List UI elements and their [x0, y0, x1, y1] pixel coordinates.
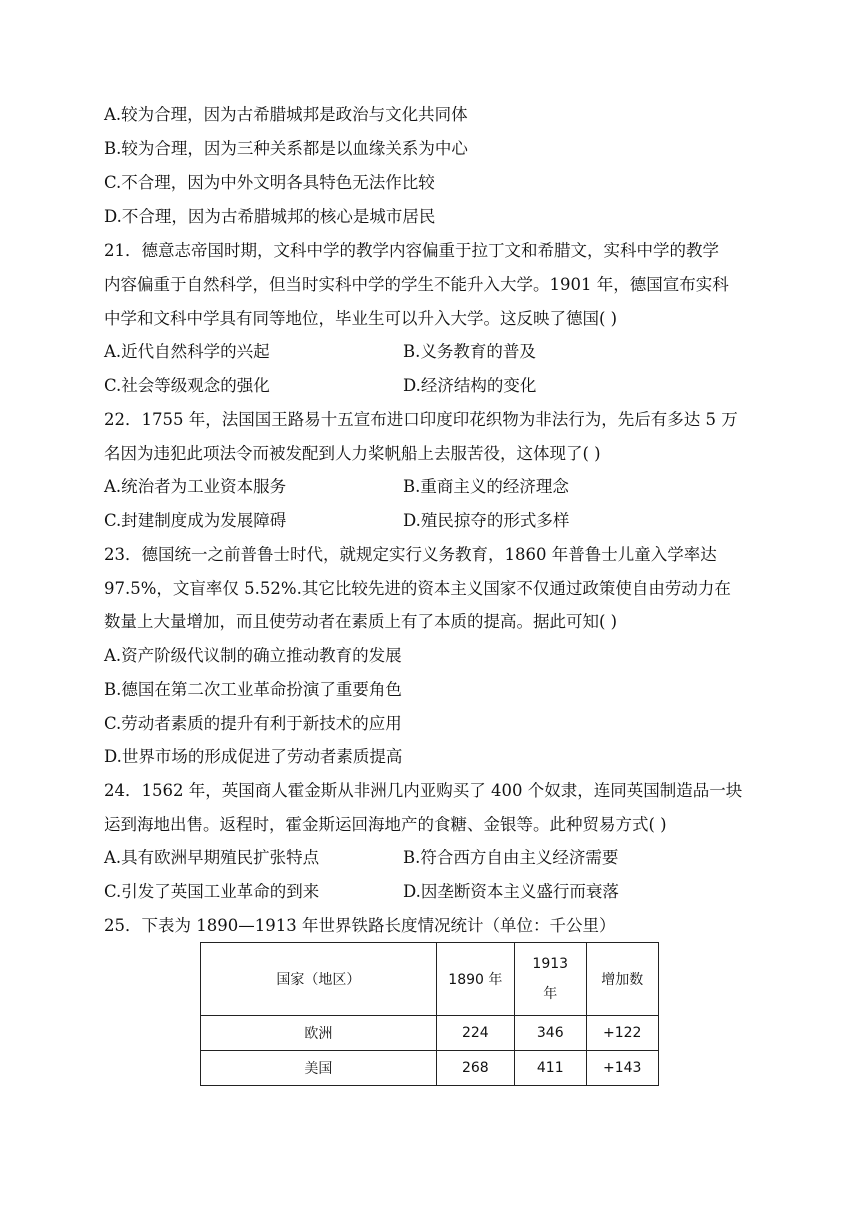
q22-option-b: B.重商主义的经济理念	[403, 477, 569, 496]
cell-region: 美国	[201, 1051, 437, 1086]
cell-1890: 268	[436, 1051, 514, 1086]
table-row	[201, 1016, 659, 1051]
q23-option-d: D.世界市场的形成促进了劳动者素质提高	[104, 747, 403, 766]
table-row	[201, 1051, 659, 1086]
q23-option-b: B.德国在第二次工业革命扮演了重要角色	[104, 680, 402, 699]
q22-option-d: D.殖民掠夺的形式多样	[403, 511, 570, 530]
header-region: 国家（地区）	[201, 943, 437, 1016]
q23-option-c: C.劳动者素质的提升有利于新技术的应用	[104, 714, 402, 733]
cell-increase: +143	[586, 1051, 659, 1086]
cell-1913: 411	[515, 1051, 587, 1086]
q21-stem-line-1: 21．德意志帝国时期，文科中学的教学内容偏重于拉丁文和希腊文，实科中学的教学	[104, 241, 719, 260]
q23-stem-line-2: 97.5%，文盲率仅 5.52%.其它比较先进的资本主义国家不仅通过政策使自由劳动力在	[104, 579, 731, 598]
q23-option-a: A.资产阶级代议制的确立推动教育的发展	[104, 646, 402, 665]
q20-option-a: A.较为合理，因为古希腊城邦是政治与文化共同体	[104, 105, 468, 124]
table-header-row	[201, 943, 659, 1016]
q21-stem-line-3: 中学和文科中学具有同等地位，毕业生可以升入大学。这反映了德国( )	[104, 309, 618, 328]
q21-option-c: C.社会等级观念的强化	[104, 376, 270, 395]
q21-option-b: B.义务教育的普及	[403, 342, 536, 361]
header-1890: 1890 年	[436, 943, 514, 1016]
q20-option-c: C.不合理，因为中外文明各具特色无法作比较	[104, 173, 435, 192]
q22-option-c: C.封建制度成为发展障碍	[104, 511, 287, 530]
q24-option-a: A.具有欧洲早期殖民扩张特点	[104, 848, 320, 867]
q23-stem-line-1: 23．德国统一之前普鲁士时代，就规定实行义务教育，1860 年普鲁士儿童入学率达	[104, 545, 717, 564]
header-increase: 增加数	[586, 943, 659, 1016]
q24-stem-line-2: 运到海地出售。返程时，霍金斯运回海地产的食糖、金银等。此种贸易方式( )	[104, 815, 667, 834]
q20-option-d: D.不合理，因为古希腊城邦的核心是城市居民	[104, 207, 436, 226]
q22-stem-line-1: 22．1755 年，法国国王路易十五宣布进口印度印花织物为非法行为，先后有多达 5 万	[104, 410, 738, 429]
q21-option-d: D.经济结构的变化	[403, 376, 537, 395]
cell-increase: +122	[586, 1016, 659, 1051]
q24-option-b: B.符合西方自由主义经济需要	[403, 848, 619, 867]
q21-option-a: A.近代自然科学的兴起	[104, 342, 270, 361]
q23-stem-line-3: 数量上大量增加，而且使劳动者在素质上有了本质的提高。据此可知( )	[104, 612, 618, 631]
q24-stem-line-1: 24．1562 年，英国商人霍金斯从非洲几内亚购买了 400 个奴隶，连同英国制造品一块	[104, 781, 743, 800]
q24-option-d: D.因垄断资本主义盛行而衰落	[403, 882, 619, 901]
railway-length-table	[200, 942, 659, 1086]
header-1913	[515, 943, 587, 1016]
q20-option-b: B.较为合理，因为三种关系都是以血缘关系为中心	[104, 139, 468, 158]
cell-1890: 224	[436, 1016, 514, 1051]
q24-option-c: C.引发了英国工业革命的到来	[104, 882, 320, 901]
cell-region: 欧洲	[201, 1016, 437, 1051]
q22-stem-line-2: 名因为违犯此项法令而被发配到人力桨帆船上去服苦役，这体现了( )	[104, 444, 601, 463]
q21-stem-line-2: 内容偏重于自然科学，但当时实科中学的学生不能升入大学。1901 年，德国宣布实科	[104, 275, 729, 294]
cell-1913: 346	[515, 1016, 587, 1051]
header-1913-label: 1913 年	[532, 956, 569, 1002]
q25-stem: 25．下表为 1890—1913 年世界铁路长度情况统计（单位：千公里）	[104, 916, 616, 935]
q22-option-a: A.统治者为工业资本服务	[104, 477, 287, 496]
